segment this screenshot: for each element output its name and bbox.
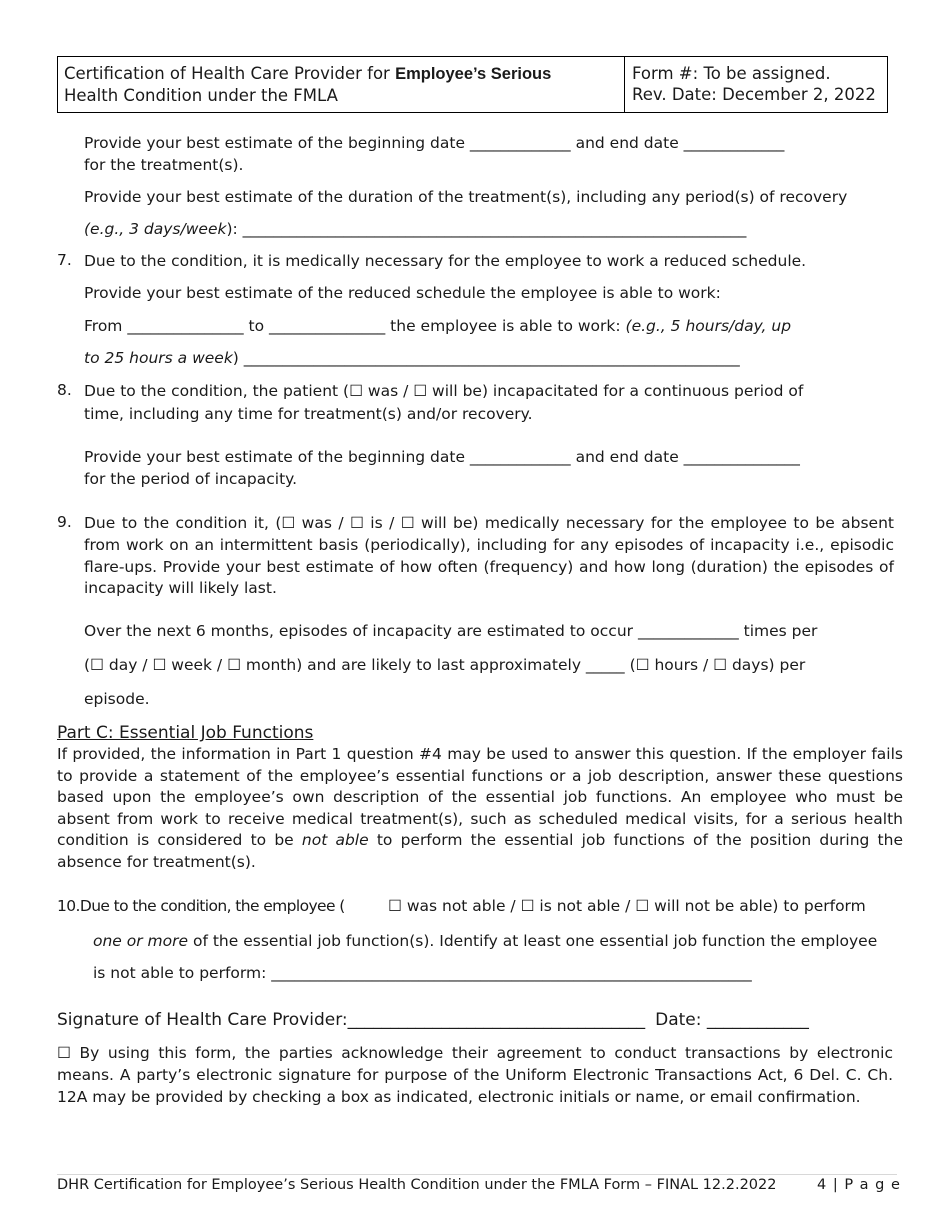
q8-dates-field[interactable]: Provide your best estimate of the beginning date _____________ and end date _______________ [84,448,800,466]
q7-schedule-field[interactable] [84,348,740,368]
q10-line-2-rest: of the essential job function(s). Identify at least one essential job function the employee [188,932,878,950]
footer-divider [57,1174,897,1175]
q7-from-to: From _______________ to _______________ the employee is able to work: [84,317,626,335]
part-c-instructions [57,744,903,874]
q8-line-4: for the period of incapacity. [84,470,298,488]
q9-paragraph[interactable]: Due to the condition it, (☐ was / ☐ is / ☐ will be) medically necessary for the employee to be absent from work on an intermittent basis (periodically), including for any episodes of incapacity i.e., episodic flare-ups. Provide your best estimate of how often (frequency) and how long (duration) the episodes of incapacity will likely last. [84,514,894,598]
q10-one-or-more: one or more [93,932,189,950]
q8-number: 8. [57,381,72,399]
duration-blank: ): _________________________________________________________________ [226,220,747,238]
treatment-duration-line: Provide your best estimate of the duration of the treatment(s), including any period(s) of recovery [84,188,848,206]
treatment-dates-line[interactable]: Provide your best estimate of the beginning date _____________ and end date _____________ [84,134,785,152]
q9-number: 9. [57,513,72,531]
footer-document-title: DHR Certification for Employee’s Serious Health Condition under the FMLA Form – FINAL 12.2.2022 [57,1177,777,1193]
q8-line-2: time, including any time for treatment(s) and/or recovery. [84,405,533,423]
footer-page-number: 4 | P a g e [817,1177,901,1193]
q10-lead: Due to the condition, the employee ( [79,897,345,915]
form-meta-cell [625,57,887,112]
q10-number: 10. [57,897,80,915]
q8-incapacity-checkboxes[interactable]: Due to the condition, the patient (☐ was / ☐ will be) incapacitated for a continuous period of [84,382,804,400]
form-title-cell [58,57,625,112]
part-c-text-1: If provided, the information in Part 1 question #4 may be used to answer this question. If the employer fails to provide a statement of the employee’s essential functions or a job description, answer these questions based upon the employee’s own description of the essential job functions. An employee who must be absent from work to receive medical treatment(s), such as scheduled medical visits, for a serious health condition is considered to be [57,745,903,850]
q10-line-2 [93,931,877,951]
q10-number-lead [57,896,345,916]
revision-date: Rev. Date: December 2, 2022 [632,85,876,104]
form-title-part2: Health Condition under the FMLA [64,86,338,105]
q9-frequency-field[interactable]: Over the next 6 months, episodes of incapacity are estimated to occur _____________ times per [84,622,818,640]
esign-consent-checkbox[interactable]: ☐ By using this form, the parties acknowledge their agreement to conduct transactions by electronic means. A party’s electronic signature for purpose of the Uniform Electronic Transactions Act, 6 Del. C. Ch. 12A may be provided by checking a box as indicated, electronic initials or name, or email confirmation. [57,1044,893,1106]
treatment-duration-field[interactable] [84,219,746,239]
q7-estimate-prompt: Provide your best estimate of the reduced schedule the employee is able to work: [84,284,721,302]
q7-blank: ) ________________________________________________________________ [232,349,740,367]
treatment-dates-line-2: for the treatment(s). [84,156,244,174]
signature-date: Date: ____________ [655,1010,809,1030]
form-header-table [57,56,888,113]
form-number: Form #: To be assigned. [632,64,831,83]
q9-episode: episode. [84,690,150,708]
part-c-text-2: to perform the essential job functions of the position during the absence for treatment(s). [57,831,903,871]
q7-example-2: to 25 hours a week [84,349,233,367]
duration-example: (e.g., 3 days/week [84,220,227,238]
part-c-not-able: not able [301,831,369,850]
form-title-part1: Certification of Health Care Provider for [64,64,396,83]
q7-schedule-range-field[interactable] [84,316,791,336]
part-c-heading: Part C: Essential Job Functions [57,723,314,743]
q10-ability-checkboxes[interactable]: ☐ was not able / ☐ is not able / ☐ will not be able) to perform [388,897,866,915]
signature-label: Signature of Health Care Provider:___________________________________ [57,1010,646,1030]
q9-duration-field[interactable]: (☐ day / ☐ week / ☐ month) and are likely to last approximately _____ (☐ hours / ☐ days) per [84,656,806,674]
q10-function-field[interactable]: is not able to perform: ______________________________________________________________ [93,964,752,982]
signature-line[interactable] [57,1010,809,1030]
q7-number: 7. [57,251,72,269]
q7-statement: Due to the condition, it is medically necessary for the employee to work a reduced schedule. [84,252,807,270]
form-title-bold: Employee’s Serious [395,65,552,83]
q7-example-1: (e.g., 5 hours/day, up [625,317,792,335]
